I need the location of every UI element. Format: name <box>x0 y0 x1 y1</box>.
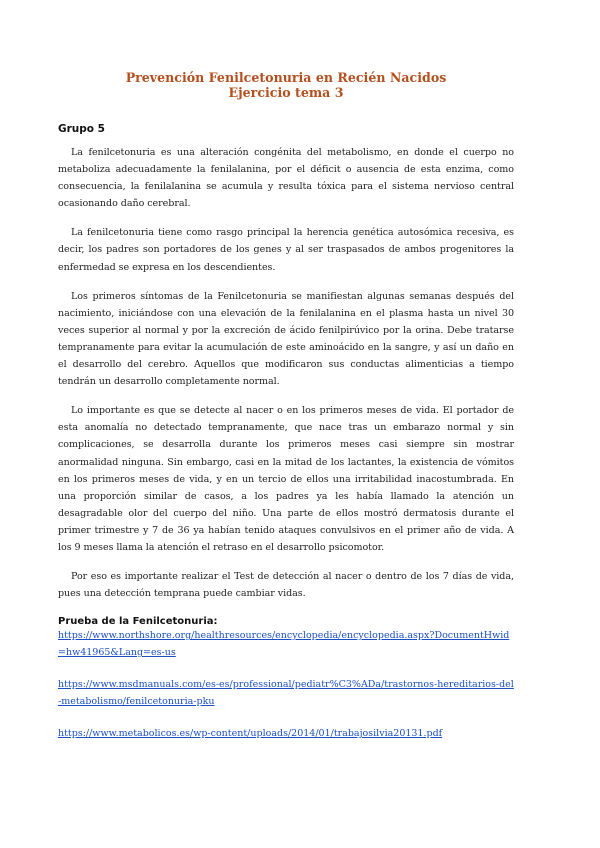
link-msdmanuals[interactable]: https://www.msdmanuals.com/es-es/professional/pediatr%C3%ADa/trastornos-hereditarios-del-metabolismo/fenilcetonuria-pku <box>58 679 514 708</box>
document-page <box>58 70 514 757</box>
paragraph-conclusion: Por eso es importante realizar el Test de detección al nacer o dentro de los 7 días de vida, pues una detección temprana puede cambiar vidas. <box>58 571 514 600</box>
title-line-1: Prevención Fenilcetonuria en Recién Nacidos <box>125 70 447 85</box>
paragraph-detection: Lo importante es que se detecte al nacer o en los primeros meses de vida. El portador de esta anomalía no detectado tempranamente, que nace tras un embarazo normal y sin complicaciones, se desarrolla durante los primeros meses casi siempre sin mostrar anormalidad ninguna. Sin embargo, casi en la mitad de los lactantes, la existencia de vómitos en los primeros meses de vida, y en un tercio de ellos una irritabilidad inacostumbrada. En una proporción similar de casos, a los padres ya les había llamado la atención un desagradable olor del cuerpo del niño. Una parte de ellos mostró dermatosis durante el primer trimestre y 7 de 36 ya habían tenido ataques convulsivos en el primer año de vida. A los 9 meses llama la atención el retraso en el desarrollo psicomotor. <box>58 405 514 553</box>
paragraph-symptoms: Los primeros síntomas de la Fenilcetonuria se manifiestan algunas semanas después del nacimiento, iniciándose con una elevación de la fenilalanina en el plasma hasta un nivel 30 veces superior al normal y por la excreción de ácido fenilpirúvico por la orina. Debe tratarse tempranamente para evitar la acumulación de este aminoácido en la sangre, y así un daño en el desarrollo del cerebro. Aquellos que modificaron sus conductas alimenticias a tiempo tendrán un desarrollo completamente normal. <box>58 290 514 388</box>
paragraph-inheritance: La fenilcetonuria tiene como rasgo principal la herencia genética autosómica recesiva, es decir, los padres son portadores de los genes y al ser traspasados de ambos progenitores la enfermedad se expresa en los descendientes. <box>58 227 514 273</box>
links-heading: Prueba de la Fenilcetonuria: <box>58 616 218 628</box>
title-line-2: Ejercicio tema 3 <box>228 85 344 100</box>
paragraph-definition: La fenilcetonuria es una alteración congénita del metabolismo, en donde el cuerpo no metaboliza adecuadamente la fenilalanina, por el déficit o ausencia de esta enzima, como consecuencia, la fenilalanina se acumula y resulta tóxica para el sistema nervioso central ocasionando daño cerebral. <box>58 147 514 210</box>
link-northshore[interactable]: https://www.northshore.org/healthresources/encyclopedia/encyclopedia.aspx?DocumentHwid=hw41965&Lang=es-us <box>58 630 510 659</box>
document-title <box>58 70 514 100</box>
link-metabolicos[interactable]: https://www.metabolicos.es/wp-content/uploads/2014/01/trabajosilvia20131.pdf <box>58 728 443 740</box>
group-label: Grupo 5 <box>58 123 105 135</box>
